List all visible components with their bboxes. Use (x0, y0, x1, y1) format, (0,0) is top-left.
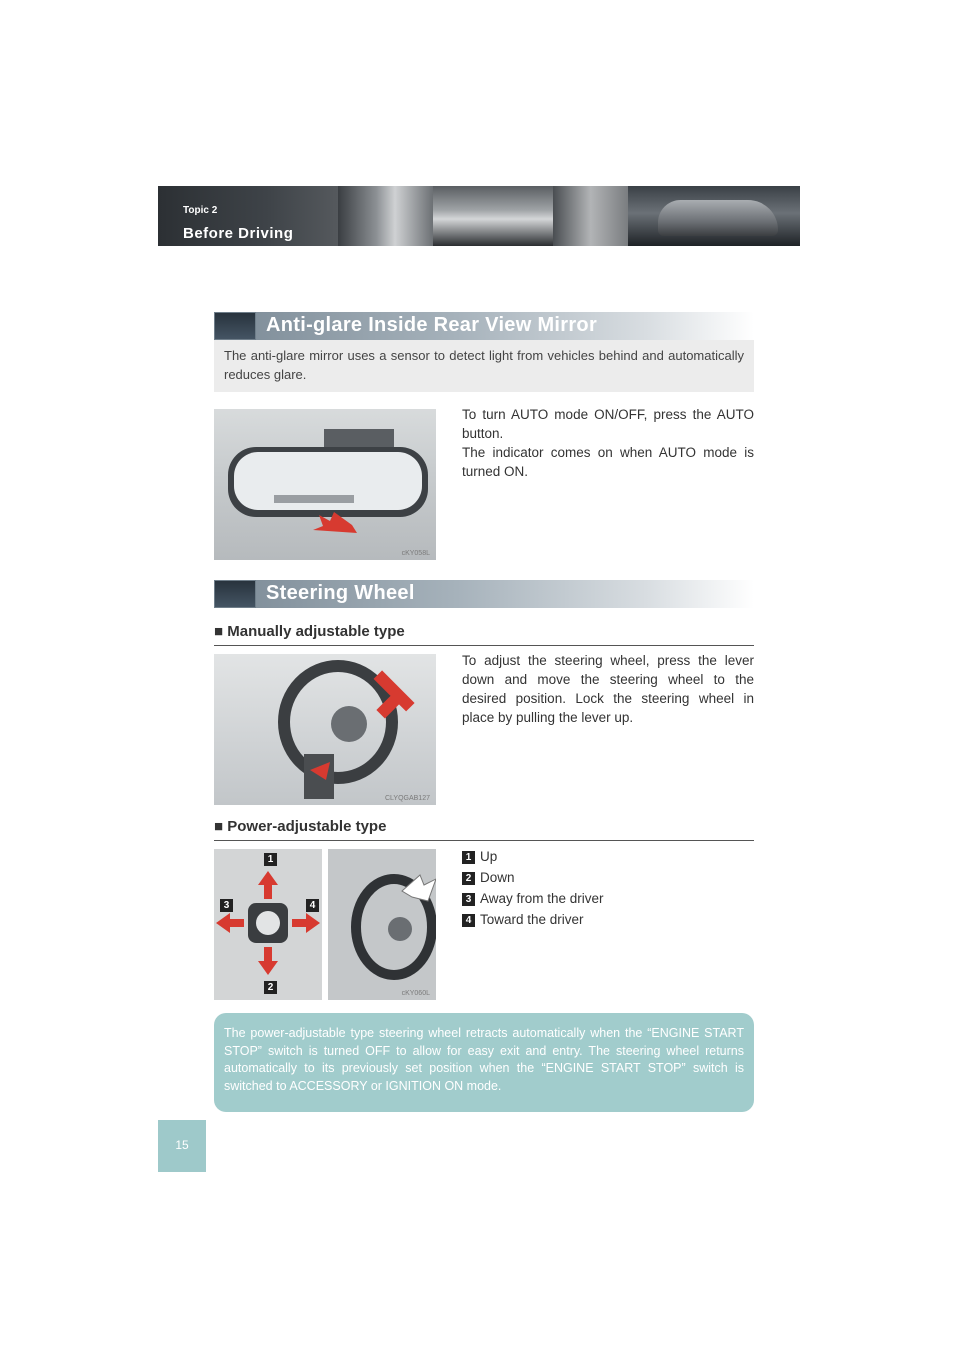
section-header-icon (214, 580, 256, 608)
list-label: Toward the driver (480, 912, 584, 927)
mirror-intro-box (214, 340, 754, 392)
manual-steering-text: To adjust the steering wheel, press the lever down and move the steering wheel to the desired position. Lock the steering wheel in place by pulling the lever up. (462, 653, 754, 725)
callout-4: 4 (306, 899, 319, 912)
subheading-manual (214, 623, 754, 646)
note-text: The power-adjustable type steering wheel retracts automatically when the “ENGINE START STOP” switch is turned OFF to allow for easy exit and entry. The steering wheel returns automatically to its previously set position when the “ENGINE START STOP” switch is switched to ACCESSORY or IGNITION ON mode. (224, 1026, 744, 1093)
section-title-mirror: Anti-glare Inside Rear View Mirror (266, 314, 598, 336)
banner-photo-interior (433, 186, 553, 246)
mirror-instruction-2: The indicator comes on when AUTO mode is turned ON. (462, 445, 754, 479)
topic-label: Topic 2 (183, 205, 218, 216)
callout-2: 2 (264, 981, 277, 994)
section-title-steering: Steering Wheel (266, 582, 415, 604)
image-code: cKY058L (401, 550, 430, 557)
page-number-tab (158, 1120, 206, 1172)
list-label: Up (480, 849, 498, 864)
mirror-photo (214, 409, 436, 560)
section-header-mirror (214, 312, 754, 340)
subheading-manual-text: ■ Manually adjustable type (214, 623, 405, 640)
list-item (462, 849, 497, 864)
image-code: CLYQGAB127 (384, 795, 430, 802)
list-number: 3 (462, 893, 475, 906)
image-code: cKY060L (401, 990, 430, 997)
list-number: 1 (462, 851, 475, 864)
list-item (462, 912, 584, 927)
callout-1: 1 (264, 853, 277, 866)
list-label: Down (480, 870, 515, 885)
subheading-power-text: ■ Power-adjustable type (214, 818, 387, 835)
banner-photo-door (338, 186, 433, 246)
subheading-power (214, 818, 754, 841)
mirror-illustration (214, 409, 436, 560)
mirror-intro-text: The anti-glare mirror uses a sensor to detect light from vehicles behind and automatically reduces glare. (224, 348, 744, 382)
section-header-steering (214, 580, 754, 608)
list-number: 4 (462, 914, 475, 927)
note-box (214, 1013, 754, 1112)
list-item (462, 891, 604, 906)
banner-car-image (658, 200, 778, 236)
manual-steering-illustration (214, 654, 436, 805)
section-header-icon (214, 312, 256, 340)
mirror-instruction-1: To turn AUTO mode ON/OFF, press the AUTO button. (462, 407, 754, 441)
power-steering-photo (214, 849, 436, 1000)
power-steering-illustration (214, 849, 436, 1000)
list-label: Away from the driver (480, 891, 604, 906)
list-item (462, 870, 515, 885)
manual-steering-photo (214, 654, 436, 805)
list-number: 2 (462, 872, 475, 885)
page-number: 15 (175, 1138, 189, 1152)
banner-photo-seat (553, 186, 628, 246)
callout-3: 3 (220, 899, 233, 912)
topic-title: Before Driving (183, 225, 294, 242)
